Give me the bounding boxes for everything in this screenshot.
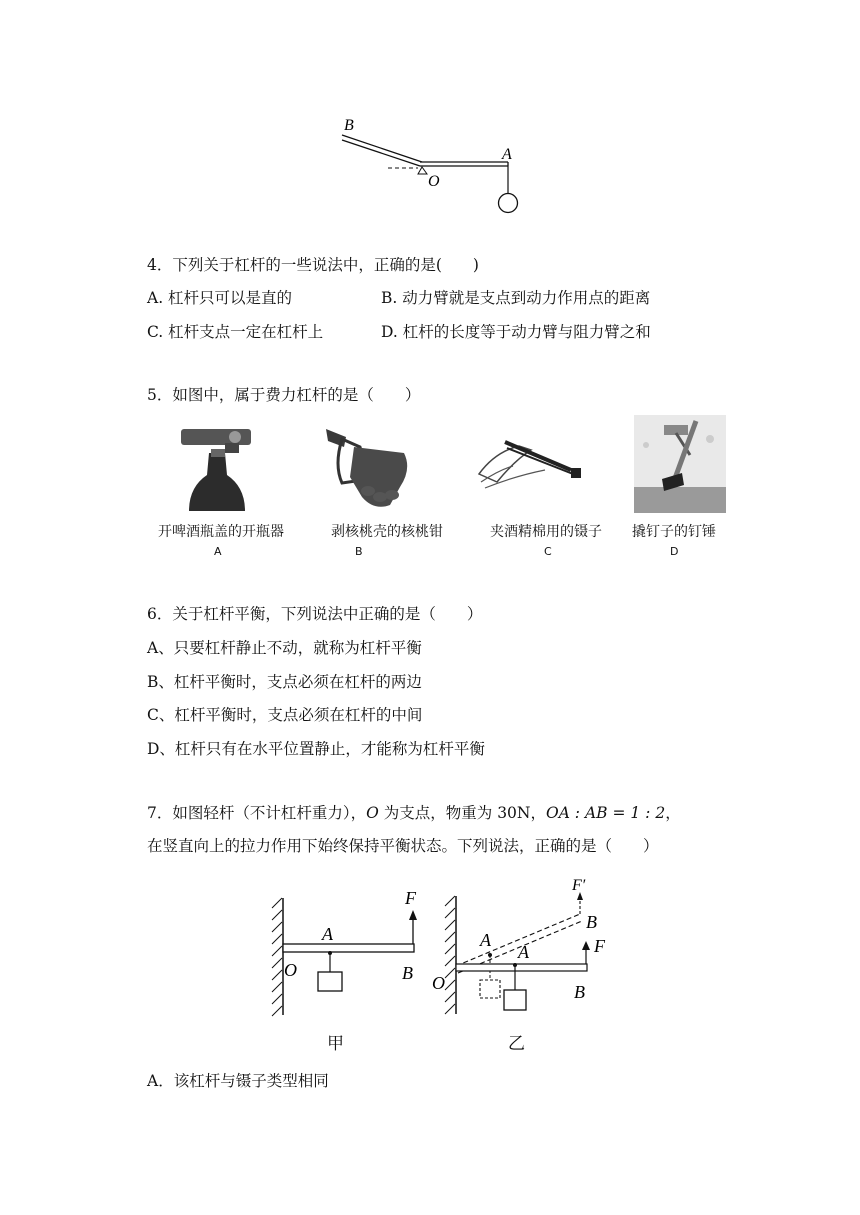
q5-letter-a: A	[214, 545, 222, 558]
q7-stem-line1	[147, 803, 681, 823]
yi-label-A: A	[518, 942, 529, 962]
q4-option-a: A. 杠杆只可以是直的	[147, 289, 293, 307]
q5-caption-a: 开啤酒瓶盖的开瓶器	[158, 524, 284, 540]
q6-option-d: D、杠杆只有在水平位置静止，才能称为杠杆平衡	[147, 740, 485, 758]
q7-stem-part-c: ，	[665, 804, 681, 822]
q7-stem-part-b: 为支点，物重为 30N，	[378, 804, 546, 822]
tweezers-image	[475, 430, 590, 495]
q5-stem: 5．如图中，属于费力杠杆的是（ ）	[147, 386, 421, 404]
jia-caption: 甲	[327, 1034, 344, 1054]
yi-label-F: F	[594, 936, 605, 956]
label-B: B	[344, 117, 354, 134]
q5-caption-c: 夹酒精棉用的镊子	[490, 524, 602, 540]
yi-caption: 乙	[508, 1034, 525, 1054]
yi-label-O: O	[432, 973, 445, 993]
yi-label-A-upper: A	[480, 930, 491, 950]
jia-label-A: A	[322, 924, 333, 944]
label-O: O	[428, 173, 440, 190]
q4-stem: 4．下列关于杠杆的一些说法中，正确的是( )	[147, 256, 479, 274]
label-A: A	[502, 146, 512, 163]
q4-option-d: D. 杠杆的长度等于动力臂与阻力臂之和	[381, 323, 651, 341]
q4-option-b: B. 动力臂就是支点到动力作用点的距离	[381, 289, 651, 307]
jia-label-O: O	[284, 960, 297, 980]
q7-stem-ratio: OA : AB = 1 : 2	[545, 804, 666, 822]
lever-figure-jia	[266, 880, 431, 1020]
lever-figure-top	[330, 112, 530, 217]
lever-figure-yi	[432, 876, 620, 1018]
q6-stem: 6．关于杠杆平衡，下列说法中正确的是（ ）	[147, 605, 483, 623]
q7-stem-part-a: 7．如图轻杆（不计杠杆重力），	[147, 804, 367, 822]
q6-option-b: B、杠杆平衡时，支点必须在杠杆的两边	[147, 673, 422, 691]
q7-stem-line2: 在竖直向上的拉力作用下始终保持平衡状态。下列说法，正确的是（ ）	[147, 837, 659, 855]
q6-option-a: A、只要杠杆静止不动，就称为杠杆平衡	[147, 639, 422, 657]
q5-letter-c: C	[544, 545, 552, 558]
nutcracker-image	[320, 425, 415, 513]
jia-label-B: B	[402, 963, 413, 983]
q5-caption-b: 剥核桃壳的核桃钳	[331, 524, 443, 540]
yi-label-B-upper: B	[586, 912, 597, 932]
q5-caption-d: 撬钉子的钉锤	[632, 524, 716, 540]
q5-letter-b: B	[355, 545, 363, 558]
yi-label-B: B	[574, 982, 585, 1002]
q4-option-c: C. 杠杆支点一定在杠杆上	[147, 323, 324, 341]
yi-label-Fprime: F′	[572, 877, 586, 894]
jia-label-F: F	[405, 888, 416, 908]
bottle-opener-image	[175, 425, 260, 515]
q6-option-c: C、杠杆平衡时，支点必须在杠杆的中间	[147, 706, 423, 724]
claw-hammer-image	[634, 415, 726, 513]
q7-stem-pivot: O	[366, 804, 379, 822]
q7-option-a: A．该杠杆与镊子类型相同	[147, 1072, 329, 1090]
q5-letter-d: D	[670, 545, 679, 558]
